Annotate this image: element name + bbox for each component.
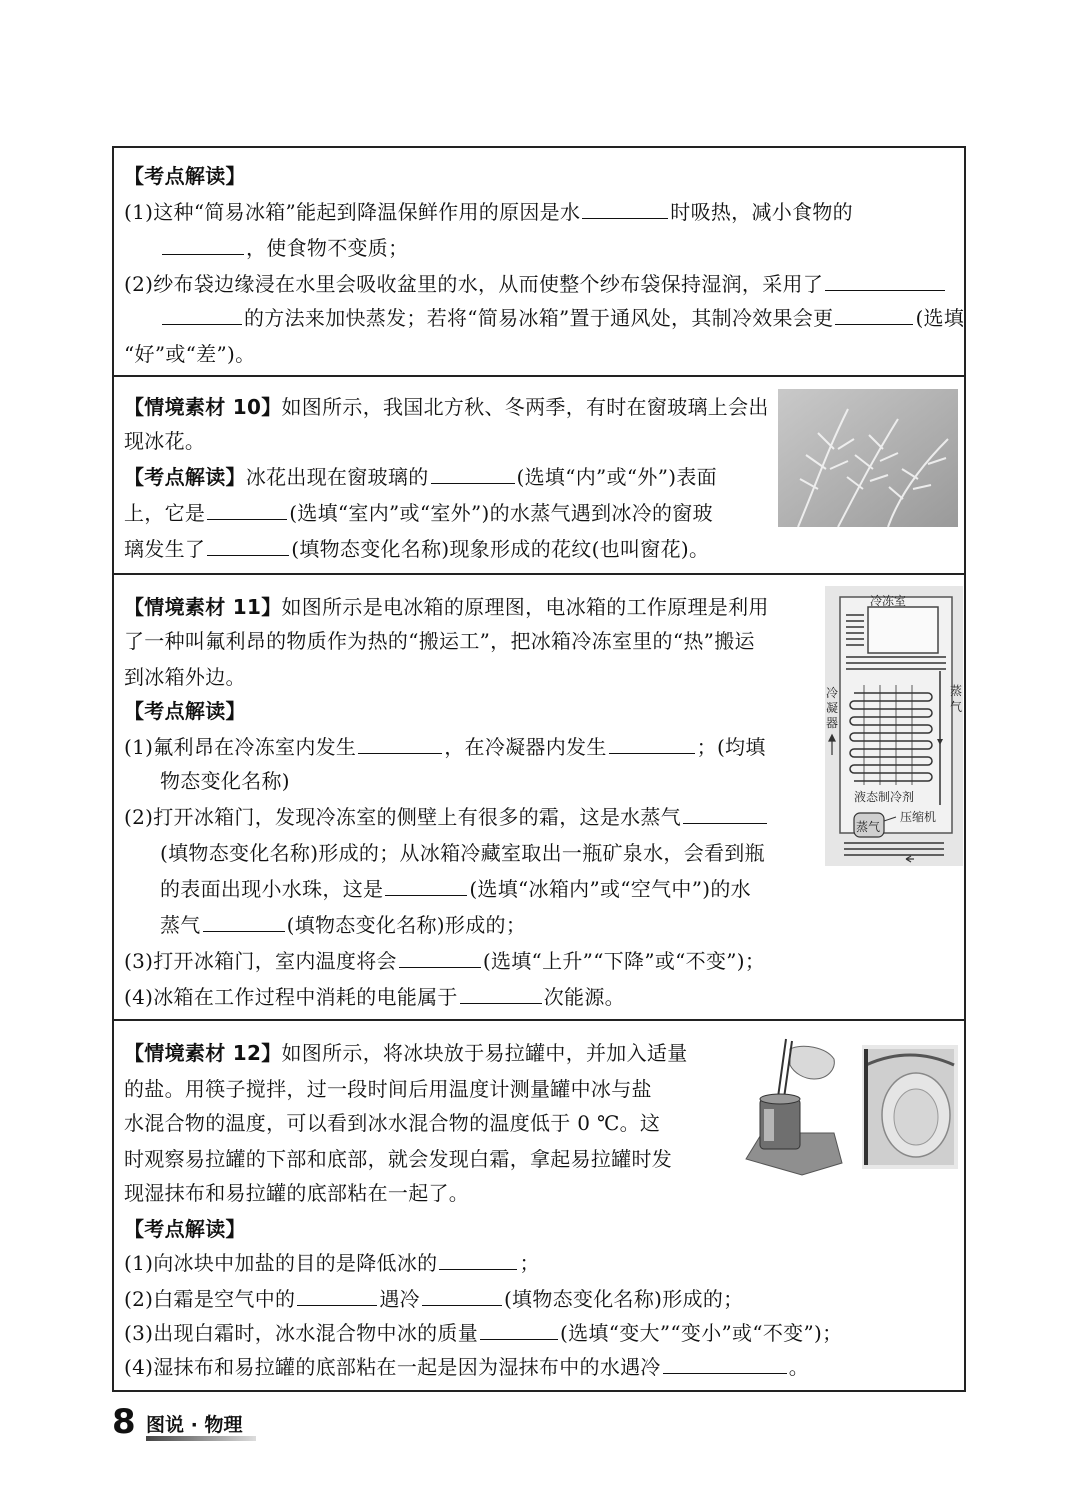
refrigerator-diagram <box>824 585 964 867</box>
answer-blank[interactable] <box>162 307 242 325</box>
scenario-line: 【情境素材 11】如图所示是电冰箱的原理图，电冰箱的工作原理是利用 <box>124 595 769 619</box>
answer-blank[interactable] <box>460 986 542 1004</box>
scenario-line: 的盐。用筷子搅拌，过一段时间后用温度计测量罐中冰与盐 <box>124 1077 652 1101</box>
content-frame <box>112 146 966 1392</box>
question-line: (1)氟利昂在冷冻室内发生 ，在冷凝器内发生 ；(均填 <box>124 735 766 759</box>
question-line: 的表面出现小水珠，这是 (选填“冰箱内”或“空气中”)的水 <box>160 877 751 901</box>
question-line: (2)打开冰箱门，发现冷冻室的侧壁上有很多的霜，这是水蒸气 <box>124 805 769 829</box>
vapor-label-2: 气 <box>950 700 963 714</box>
answer-blank[interactable] <box>663 1356 787 1374</box>
question-line: (2)纱布袋边缘浸在水里会吸收盆里的水，从而使整个纱布袋保持湿润，采用了 <box>124 272 947 296</box>
question-line: (3)出现白霜时，冰水混合物中冰的质量 (选填“变大”“变小”或“不变”)； <box>124 1321 843 1345</box>
footer-decoration <box>146 1436 256 1441</box>
section-scenario-12 <box>114 1021 964 1390</box>
section-exam-points-cooling <box>114 148 964 377</box>
freezer-label: 冷冻室 <box>870 594 907 608</box>
answer-blank[interactable] <box>399 950 481 968</box>
answer-blank[interactable] <box>162 237 244 255</box>
scenario-line: 现冰花。 <box>124 429 206 453</box>
answer-blank[interactable] <box>683 806 767 824</box>
scenario-line: 到冰箱外边。 <box>124 665 246 689</box>
section-heading: 【考点解读】 <box>124 699 246 723</box>
question-line: 物态变化名称) <box>160 769 290 793</box>
question-line: 璃发生了 (填物态变化名称)现象形成的花纹(也叫窗花)。 <box>124 537 710 561</box>
question-line: (填物态变化名称)形成的；从冰箱冷藏室取出一瓶矿泉水，会看到瓶 <box>160 841 765 865</box>
question-line: “好”或“差”)。 <box>124 342 256 366</box>
answer-blank[interactable] <box>480 1322 558 1340</box>
answer-blank[interactable] <box>439 1252 517 1270</box>
question-line: ，使食物不变质； <box>160 236 408 260</box>
scenario-line: 现湿抹布和易拉罐的底部粘在一起了。 <box>124 1181 470 1205</box>
answer-blank[interactable] <box>207 502 287 520</box>
condenser-label-3: 器 <box>826 716 839 730</box>
answer-blank[interactable] <box>203 914 285 932</box>
scenario-line: 了一种叫氟利昂的物质作为热的“搬运工”，把冰箱冷冻室里的“热”搬运 <box>124 629 755 653</box>
scenario-line: 水混合物的温度，可以看到冰水混合物的温度低于 0 ℃。这 <box>124 1111 661 1135</box>
section-scenario-10 <box>114 377 964 575</box>
question-line: (4)冰箱在工作过程中消耗的电能属于 次能源。 <box>124 985 625 1009</box>
answer-blank[interactable] <box>422 1288 502 1306</box>
question-line: 蒸气 (填物态变化名称)形成的； <box>160 913 527 937</box>
answer-blank[interactable] <box>582 201 668 219</box>
answer-blank[interactable] <box>431 466 515 484</box>
question-line: (3)打开冰箱门，室内温度将会 (选填“上升”“下降”或“不变”)； <box>124 949 766 973</box>
frost-window-photo-icon <box>778 389 958 527</box>
question-line: 的方法来加快蒸发；若将“简易冰箱”置于通风处，其制冷效果会更 (选填 <box>160 306 964 330</box>
answer-blank[interactable] <box>207 538 289 556</box>
answer-blank[interactable] <box>825 273 945 291</box>
scenario-line: 【情境素材 10】如图所示，我国北方秋、冬两季，有时在窗玻璃上会出 <box>124 395 769 419</box>
vapor-label-1: 蒸 <box>950 684 963 698</box>
question-line: (1)这种“简易冰箱”能起到降温保鲜作用的原因是水 时吸热，减小食物的 <box>124 200 853 224</box>
question-line: 上，它是 (选填“室内”或“室外”)的水蒸气遇到冰冷的窗玻 <box>124 501 713 525</box>
refrigerant-label: 液态制冷剂 <box>854 790 915 804</box>
question-line: (1)向冰块中加盐的目的是降低冰的 ； <box>124 1251 540 1275</box>
section-heading: 【考点解读】 <box>124 164 246 188</box>
section-scenario-11 <box>114 575 964 1021</box>
answer-blank[interactable] <box>358 736 442 754</box>
page-number: 8 <box>112 1402 136 1442</box>
can-stirring-photo-icon <box>742 1029 846 1179</box>
answer-blank[interactable] <box>385 878 467 896</box>
compressor-label: 压缩机 <box>900 810 937 824</box>
question-line: (4)湿抹布和易拉罐的底部粘在一起是因为湿抹布中的水遇冷 。 <box>124 1355 810 1379</box>
can-bottom-frost-photo-icon <box>862 1045 958 1169</box>
question-line: (2)白霜是空气中的 遇冷 (填物态变化名称)形成的； <box>124 1287 744 1311</box>
vapor-bottom-label: 蒸气 <box>856 820 881 834</box>
scenario-line: 时观察易拉罐的下部和底部，就会发现白霜，拿起易拉罐时发 <box>124 1147 673 1171</box>
question-line: 【考点解读】冰花出现在窗玻璃的 (选填“内”或“外”)表面 <box>124 465 717 489</box>
answer-blank[interactable] <box>297 1288 377 1306</box>
section-heading: 【考点解读】 <box>124 1217 246 1241</box>
book-title: 图说 · 物理 <box>146 1414 243 1436</box>
scenario-line: 【情境素材 12】如图所示，将冰块放于易拉罐中，并加入适量 <box>124 1041 688 1065</box>
answer-blank[interactable] <box>835 307 913 325</box>
condenser-label-2: 凝 <box>826 701 839 715</box>
answer-blank[interactable] <box>609 736 695 754</box>
condenser-label-1: 冷 <box>826 686 839 700</box>
